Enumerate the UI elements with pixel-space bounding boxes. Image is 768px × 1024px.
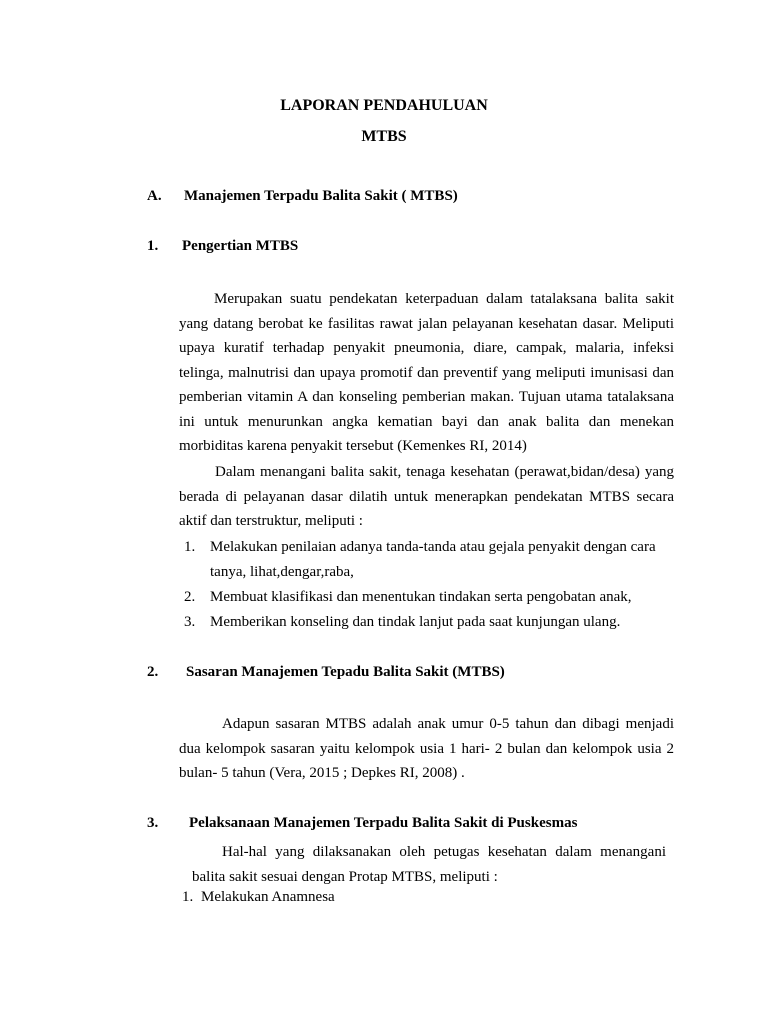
section-1-heading: Pengertian MTBS bbox=[182, 238, 299, 254]
section-1-paragraph-2: Dalam menangani balita sakit, tenaga kesehatan (perawat,bidan/desa) yang berada di pelayanan dasar dilatih untuk menerapkan pendekatan MTBS secara aktif dan terstruktur, meliputi : bbox=[179, 464, 674, 529]
list-item-text: Melakukan penilaian adanya tanda-tanda atau gejala penyakit dengan cara bbox=[210, 539, 656, 555]
list-item-number: 1. bbox=[184, 539, 196, 555]
list-item-number: 2. bbox=[184, 589, 196, 605]
section-3-heading: Pelaksanaan Manajemen Terpadu Balita Sakit di Puskesmas bbox=[189, 815, 578, 831]
section-2-paragraph: Adapun sasaran MTBS adalah anak umur 0-5 tahun dan dibagi menjadi dua kelompok sasaran yaitu kelompok usia 1 hari- 2 bulan dan kelompok usia 2 bulan- 5 tahun (Vera, 2015 ; Depkes RI, 2008) . bbox=[179, 716, 674, 781]
section-1-marker: 1. bbox=[147, 238, 159, 254]
document-subtitle: MTBS bbox=[361, 128, 407, 145]
list-item-text-continued: tanya, lihat,dengar,raba, bbox=[210, 564, 354, 580]
document-title: LAPORAN PENDAHULUAN bbox=[280, 97, 488, 114]
section-3-marker: 3. bbox=[147, 815, 159, 831]
section-1-paragraph-1: Merupakan suatu pendekatan keterpaduan dalam tatalaksana balita sakit yang datang berobat ke fasilitas rawat jalan pelayanan kesehatan dasar. Meliputi upaya kuratif terhadap penyakit pneumonia, diare, campak, malaria, infeksi telinga, malnutrisi dan upaya promotif dan preventif yang meliputi imunisasi dan pemberian vitamin A dan konseling pemberian makan. Tujuan utama tatalaksana ini untuk menurunkan angka kematian bayi dan anak balita dan menekan morbiditas karena penyakit tersebut (Kemenkes RI, 2014) bbox=[179, 291, 674, 454]
section-a-marker: A. bbox=[147, 188, 162, 204]
list-item-number: 1. bbox=[182, 889, 194, 905]
section-2-heading: Sasaran Manajemen Tepadu Balita Sakit (MTBS) bbox=[186, 664, 505, 680]
section-2-marker: 2. bbox=[147, 664, 159, 680]
list-item-text: Memberikan konseling dan tindak lanjut pada saat kunjungan ulang. bbox=[210, 614, 621, 630]
list-item-text: Melakukan Anamnesa bbox=[201, 889, 335, 905]
section-a-heading: Manajemen Terpadu Balita Sakit ( MTBS) bbox=[184, 188, 458, 204]
list-item-text: Membuat klasifikasi dan menentukan tindakan serta pengobatan anak, bbox=[210, 589, 632, 605]
section-3-paragraph: Hal-hal yang dilaksanakan oleh petugas kesehatan dalam menangani balita sakit sesuai dengan Protap MTBS, meliputi : bbox=[192, 844, 666, 885]
list-item-number: 3. bbox=[184, 614, 196, 630]
